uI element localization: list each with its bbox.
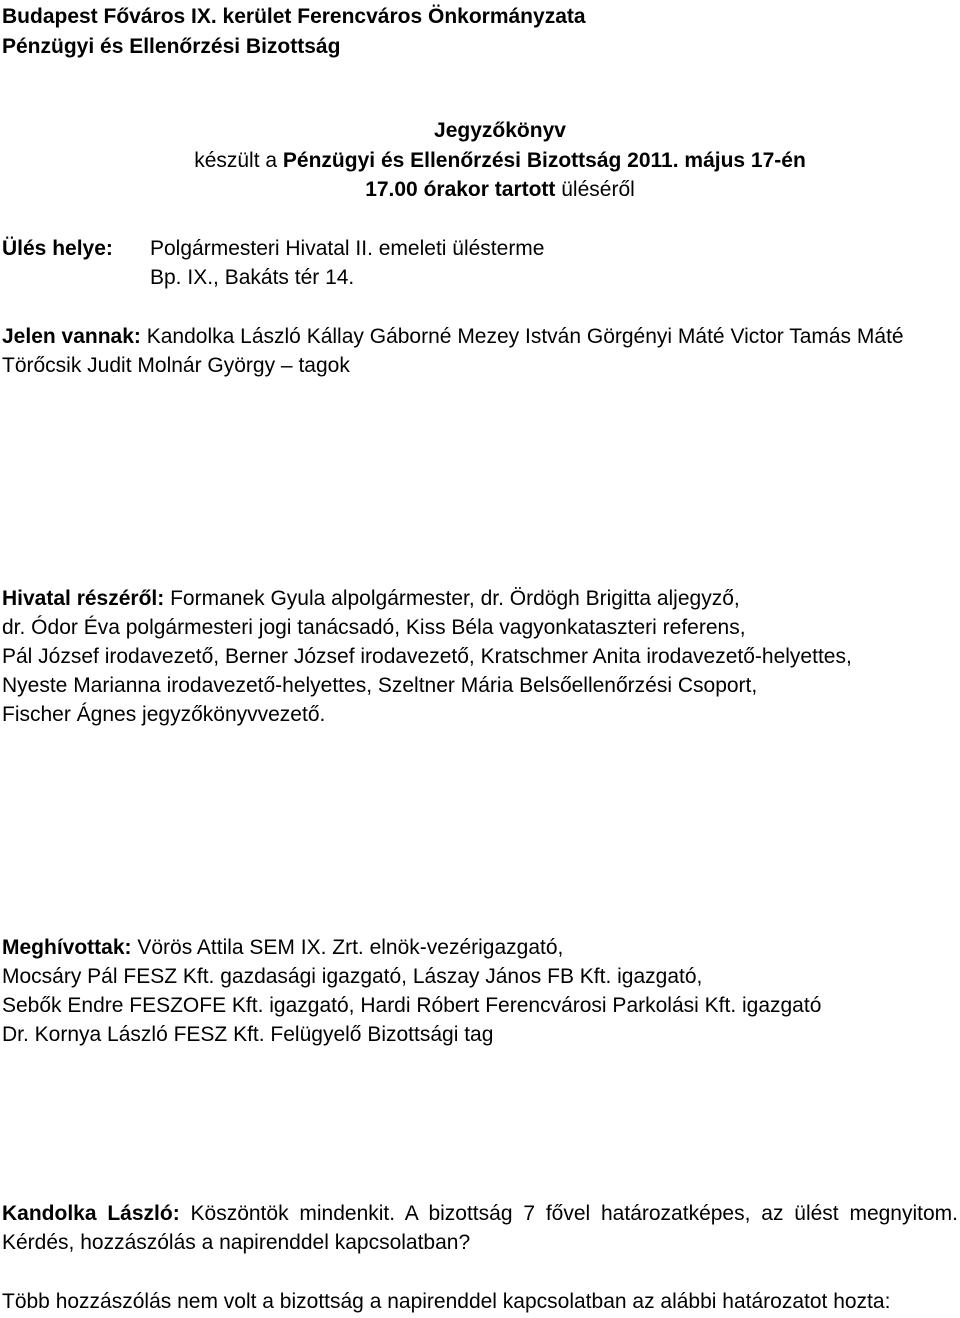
subtitle-line-1	[20, 146, 960, 175]
venue-label: Ülés helye:	[2, 237, 113, 260]
venue-address-line-1: Polgármesteri Hivatal II. emeleti ülésterme	[150, 237, 545, 260]
section-heading: Meghívottak:	[2, 936, 132, 959]
speech-text: Köszöntök mindenkit. A bizottság 7 fővel határozatképes, az ülést megnyitom. Kérdés, hozzászólás a napirenddel kapcsolatban?	[2, 1202, 958, 1254]
office-member: Kiss Béla vagyonkataszteri referens,	[405, 616, 746, 639]
subtitle-committee-date: Pénzügyi és Ellenőrzési Bizottság 2011. május 17-én	[282, 149, 806, 172]
invited-guest: Sebők Endre FESZOFE Kft. igazgató,	[2, 994, 355, 1017]
closing-statement: Több hozzászólás nem volt a bizottság a napirenddel kapcsolatban az alábbi határozatot hozta:	[2, 1290, 891, 1313]
attendee: Görgényi Máté	[586, 325, 725, 348]
speaker-name: Kandolka László:	[2, 1202, 180, 1225]
attendee: Molnár György – tagok	[137, 354, 350, 377]
section-heading: Hivatal részéről:	[2, 587, 165, 610]
attendee: Kállay Gáborné	[306, 325, 452, 348]
office-member: Formanek Gyula alpolgármester,	[170, 587, 475, 610]
venue-address-line-2: Bp. IX., Bakáts tér 14.	[150, 266, 355, 289]
office-member: dr. Ördögh Brigitta aljegyző,	[480, 587, 740, 610]
organization-name: Budapest Főváros IX. kerület Ferencváros Önkormányzata	[2, 5, 586, 28]
subtitle-line-2	[20, 175, 960, 204]
office-section	[2, 584, 960, 729]
invited-guest: Mocsáry Pál FESZ Kft. gazdasági igazgató,	[2, 965, 408, 988]
attendee: Mezey István	[457, 325, 582, 348]
invited-guest: Dr. Kornya László FESZ Kft. Felügyelő Bizottsági tag	[2, 1023, 494, 1046]
invited-guest: Lászay János FB Kft. igazgató,	[412, 965, 703, 988]
section-heading: Jelen vannak:	[2, 325, 141, 348]
invited-section	[2, 933, 960, 1049]
committee-name: Pénzügyi és Ellenőrzési Bizottság	[2, 35, 341, 58]
chair-opening-remark	[2, 1199, 958, 1257]
attendee: Kandolka László	[146, 325, 301, 348]
attendee: Victor Tamás Máté	[730, 325, 904, 348]
attendee: Törőcsik Judit	[2, 354, 132, 377]
invited-guest: Hardi Róbert Ferencvárosi Parkolási Kft. igazgató	[360, 994, 822, 1017]
office-member: Nyeste Marianna irodavezető-helyettes,	[2, 674, 373, 697]
office-member: Szeltner Mária Belsőellenőrzési Csoport,	[377, 674, 758, 697]
document-title: Jegyzőkönyv	[434, 119, 566, 142]
office-member: Berner József irodavezető,	[224, 645, 475, 668]
subtitle-time: 17.00 órakor tartott	[365, 178, 556, 201]
office-member: Pál József irodavezető,	[2, 645, 220, 668]
invited-guest: Vörös Attila SEM IX. Zrt. elnök-vezérigazgató,	[137, 936, 564, 959]
subtitle-suffix: üléséről	[555, 178, 635, 201]
office-member: dr. Ódor Éva polgármesteri jogi tanácsadó,	[2, 616, 401, 639]
subtitle-prefix: készült a	[194, 149, 283, 172]
attendees-section	[2, 322, 960, 380]
office-member: Kratschmer Anita irodavezető-helyettes,	[480, 645, 852, 668]
office-member: Fischer Ágnes jegyzőkönyvvezető.	[2, 703, 326, 726]
